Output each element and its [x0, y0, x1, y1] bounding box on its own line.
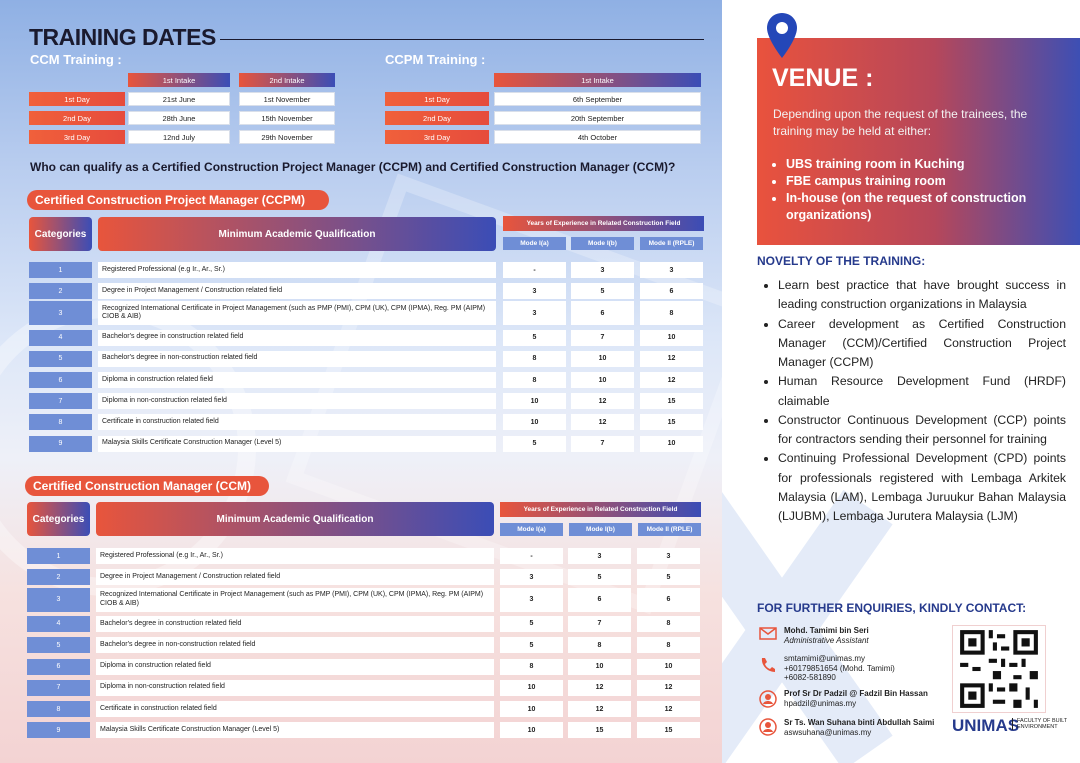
novelty-item: • Human Resource Development Fund (HRDF) claimable — [778, 372, 1066, 411]
ccpm-day1: 1st Day — [385, 92, 489, 106]
table-row-mode2: 12 — [637, 701, 700, 717]
ccm-day1: 1st Day — [29, 92, 125, 106]
table-row-mode1b: 12 — [571, 414, 634, 430]
table-row-mode1a: - — [500, 548, 563, 564]
person-icon — [759, 718, 777, 736]
ccpm-training-label: CCPM Training : — [385, 52, 486, 67]
table-row-mode1a: 8 — [503, 351, 566, 367]
table-row-mode1b: 3 — [568, 548, 631, 564]
table-row-mode1b: 5 — [571, 283, 634, 299]
venue-list — [773, 156, 1080, 224]
table-row-category: 7 — [27, 680, 90, 696]
table-row-mode1a: 3 — [503, 301, 566, 325]
contact-2 — [784, 689, 928, 708]
table-row-qualification: Bachelor's degree in construction related field — [98, 330, 496, 346]
table-row-category: 5 — [29, 351, 92, 367]
ccpm-col-min: Minimum Academic Qualification — [98, 217, 496, 251]
venue-text: Depending upon the request of the trainees, the training may be held at either: — [773, 107, 1028, 139]
ccm-col-years: Years of Experience in Related Construction Field — [500, 502, 701, 517]
table-row-mode1b: 7 — [571, 330, 634, 346]
table-row-category: 6 — [29, 372, 92, 388]
table-row-qualification: Registered Professional (e.g Ir., Ar., Sr.) — [96, 548, 494, 564]
table-row-mode1b: 3 — [571, 262, 634, 278]
table-row-category: 6 — [27, 659, 90, 675]
table-row-mode1a: 5 — [500, 616, 563, 632]
qualify-question: Who can qualify as a Certified Construction Project Manager (CCPM) and Certified Construction Manager (CCM)? — [30, 160, 676, 174]
table-row-mode2: 3 — [637, 548, 700, 564]
table-row-mode1b: 10 — [571, 351, 634, 367]
title-rule — [220, 39, 704, 40]
table-row-qualification: Bachelor's degree in non-construction related field — [98, 351, 496, 367]
table-row-qualification: Diploma in construction related field — [96, 659, 494, 675]
venue-item: • UBS training room in Kuching — [786, 156, 1080, 173]
table-row-mode1a: 3 — [500, 588, 563, 612]
contact-2-email[interactable]: hpadzil@unimas.my — [784, 698, 857, 708]
table-row-mode1b: 15 — [568, 722, 631, 738]
table-row-mode2: 12 — [640, 372, 703, 388]
ccm-intake2-header: 2nd Intake — [239, 73, 335, 87]
ccm-mode2: Mode II (RPLE) — [638, 523, 701, 536]
table-row-category: 1 — [27, 548, 90, 564]
ccm-col-categories: Categories — [27, 502, 90, 536]
ccm-mode1a: Mode I(a) — [500, 523, 563, 536]
table-row-category: 2 — [29, 283, 92, 299]
table-row-category: 3 — [29, 301, 92, 325]
table-row-qualification: Certificate in construction related field — [96, 701, 494, 717]
table-row-qualification: Diploma in non-construction related field — [96, 680, 494, 696]
ccpm-day2: 2nd Day — [385, 111, 489, 125]
table-row-qualification: Bachelor's degree in construction related field — [96, 616, 494, 632]
table-row-mode1b: 8 — [568, 637, 631, 653]
mail-icon — [759, 627, 777, 640]
contact-1-name: Mohd. Tamimi bin Seri — [784, 626, 869, 635]
table-row-mode1a: 10 — [500, 722, 563, 738]
table-row-mode2: 15 — [640, 393, 703, 409]
table-row-mode1b: 10 — [571, 372, 634, 388]
contact-3-name: Sr Ts. Wan Suhana binti Abdullah Saimi — [784, 718, 935, 727]
table-row-mode2: 10 — [640, 330, 703, 346]
table-row-qualification: Certificate in construction related field — [98, 414, 496, 430]
table-row-qualification: Recognized International Certificate in Project Management (such as PMP (PMI), CPM (UK), CPM (IPMA), Reg. PM (AIPM) CIOB & AIB) — [96, 588, 494, 612]
table-row-mode1a: 8 — [500, 659, 563, 675]
ccpm-date3: 4th October — [494, 130, 701, 144]
table-row-mode1b: 12 — [571, 393, 634, 409]
table-row-mode2: 8 — [637, 637, 700, 653]
table-row-mode2: 6 — [640, 283, 703, 299]
ccpm-col-years: Years of Experience in Related Construction Field — [503, 216, 704, 231]
table-row-mode2: 5 — [637, 569, 700, 585]
table-row-category: 4 — [27, 616, 90, 632]
novelty-list — [760, 276, 1066, 526]
table-row-mode1a: 3 — [500, 569, 563, 585]
table-row-mode1a: 5 — [503, 436, 566, 452]
ccpm-date1: 6th September — [494, 92, 701, 106]
table-row-mode1a: 10 — [500, 701, 563, 717]
ccm-col-min: Minimum Academic Qualification — [96, 502, 494, 536]
ccm-date2-i2: 15th November — [239, 111, 335, 125]
enquiries-title: FOR FURTHER ENQUIRIES, KINDLY CONTACT: — [757, 601, 1027, 615]
table-row-mode1a: 5 — [503, 330, 566, 346]
table-row-category: 9 — [27, 722, 90, 738]
ccm-training-label: CCM Training : — [30, 52, 122, 67]
table-row-mode2: 15 — [637, 722, 700, 738]
table-row-mode2: 3 — [640, 262, 703, 278]
ccm-date1-i2: 1st November — [239, 92, 335, 106]
table-row-qualification: Registered Professional (e.g Ir., Ar., Sr.) — [98, 262, 496, 278]
novelty-item: • Career development as Certified Construction Manager (CCM)/Certified Construction Project Manager (CCPM) — [778, 315, 1066, 373]
ccm-day2: 2nd Day — [29, 111, 125, 125]
table-row-mode1a: - — [503, 262, 566, 278]
table-row-qualification: Malaysia Skills Certificate Construction Manager (Level 5) — [96, 722, 494, 738]
novelty-item: • Continuing Professional Development (CPD) points for professionals registered with Lembaga Arkitek Malaysia (LAM), Lembaga Juruukur Bahan Malaysia (LJUBM), Lembaga Jurutera Malaysia (LJM) — [778, 449, 1066, 526]
ccpm-section-title: Certified Construction Project Manager (CCPM) — [27, 190, 329, 210]
phone-icon — [759, 656, 777, 674]
table-row-mode1a: 3 — [503, 283, 566, 299]
contact-1-phone-office[interactable]: +6082-581890 — [784, 673, 836, 683]
venue-title: VENUE : — [772, 64, 874, 92]
ccpm-mode1a: Mode I(a) — [503, 237, 566, 250]
contact-1-details — [784, 654, 895, 683]
novelty-item: • Learn best practice that have brought success in leading construction organizations in Malaysia — [778, 276, 1066, 315]
table-row-mode2: 8 — [637, 616, 700, 632]
table-row-category: 9 — [29, 436, 92, 452]
qr-code-icon[interactable] — [952, 625, 1046, 713]
table-row-mode1a: 8 — [503, 372, 566, 388]
ccm-date3-i1: 12nd July — [128, 130, 230, 144]
contact-1-role: Administrative Assistant — [784, 635, 869, 645]
location-pin-icon — [765, 12, 799, 60]
table-row-mode1b: 6 — [568, 588, 631, 612]
table-row-mode2: 12 — [640, 351, 703, 367]
ccpm-col-categories: Categories — [29, 217, 92, 251]
ccm-date3-i2: 29th November — [239, 130, 335, 144]
venue-item: • FBE campus training room — [786, 173, 1080, 190]
table-row-mode1a: 5 — [500, 637, 563, 653]
venue-box — [757, 38, 1080, 245]
ccpm-intake1-header: 1st Intake — [494, 73, 701, 87]
table-row-mode1b: 7 — [568, 616, 631, 632]
table-row-mode1b: 12 — [568, 701, 631, 717]
novelty-title: NOVELTY OF THE TRAINING: — [757, 254, 926, 268]
table-row-mode1b: 5 — [568, 569, 631, 585]
table-row-category: 7 — [29, 393, 92, 409]
contact-2-name: Prof Sr Dr Padzil @ Fadzil Bin Hassan — [784, 689, 928, 698]
table-row-category: 8 — [27, 701, 90, 717]
table-row-category: 4 — [29, 330, 92, 346]
table-row-mode2: 10 — [640, 436, 703, 452]
contact-3 — [784, 718, 934, 737]
page-title: TRAINING DATES — [29, 24, 216, 50]
table-row-category: 5 — [27, 637, 90, 653]
ccm-section-title: Certified Construction Manager (CCM) — [25, 476, 269, 496]
table-row-mode2: 10 — [637, 659, 700, 675]
unimas-logo: UNIMAS — [952, 716, 1020, 735]
contact-1-email[interactable]: smtamimi@unimas.my — [784, 654, 866, 663]
table-row-mode1a: 10 — [500, 680, 563, 696]
table-row-qualification: Diploma in non-construction related field — [98, 393, 496, 409]
table-row-mode1b: 7 — [571, 436, 634, 452]
ccpm-day3: 3rd Day — [385, 130, 489, 144]
ccpm-mode1b: Mode I(b) — [571, 237, 634, 250]
table-row-category: 1 — [29, 262, 92, 278]
table-row-qualification: Degree in Project Management / Construction related field — [96, 569, 494, 585]
table-row-mode1b: 12 — [568, 680, 631, 696]
table-row-category: 8 — [29, 414, 92, 430]
table-row-qualification: Malaysia Skills Certificate Construction Manager (Level 5) — [98, 436, 496, 452]
ccm-intake1-header: 1st Intake — [128, 73, 230, 87]
person-icon — [759, 690, 777, 708]
table-row-mode2: 15 — [640, 414, 703, 430]
table-row-qualification: Degree in Project Management / Construction related field — [98, 283, 496, 299]
table-row-category: 2 — [27, 569, 90, 585]
table-row-mode1a: 10 — [503, 393, 566, 409]
table-row-mode1a: 10 — [503, 414, 566, 430]
ccm-date2-i1: 28th June — [128, 111, 230, 125]
table-row-qualification: Bachelor's degree in non-construction related field — [96, 637, 494, 653]
venue-item: • In-house (on the request of construction organizations) — [786, 190, 1080, 224]
right-panel — [722, 0, 1080, 763]
table-row-qualification: Diploma in construction related field — [98, 372, 496, 388]
faculty-label: FACULTY OF BUILT ENVIRONMENT — [1012, 718, 1080, 730]
ccpm-mode2: Mode II (RPLE) — [640, 237, 703, 250]
table-row-mode1b: 6 — [571, 301, 634, 325]
contact-3-email[interactable]: aswsuhana@unimas.my — [784, 727, 872, 737]
table-row-mode2: 8 — [640, 301, 703, 325]
table-row-mode2: 12 — [637, 680, 700, 696]
ccm-day3: 3rd Day — [29, 130, 125, 144]
table-row-category: 3 — [27, 588, 90, 612]
contact-1-phone[interactable]: +60179851654 (Mohd. Tamimi) — [784, 663, 895, 673]
table-row-mode1b: 10 — [568, 659, 631, 675]
ccm-mode1b: Mode I(b) — [569, 523, 632, 536]
contact-1 — [784, 626, 869, 645]
ccpm-date2: 20th September — [494, 111, 701, 125]
table-row-qualification: Recognized International Certificate in Project Management (such as PMP (PMI), CPM (UK), CPM (IPMA), Reg. PM (AIPM) CIOB & AIB) — [98, 301, 496, 325]
table-row-mode2: 6 — [637, 588, 700, 612]
ccm-date1-i1: 21st June — [128, 92, 230, 106]
novelty-item: • Constructor Continuous Development (CCP) points for contractors sending their personnel for training — [778, 411, 1066, 450]
